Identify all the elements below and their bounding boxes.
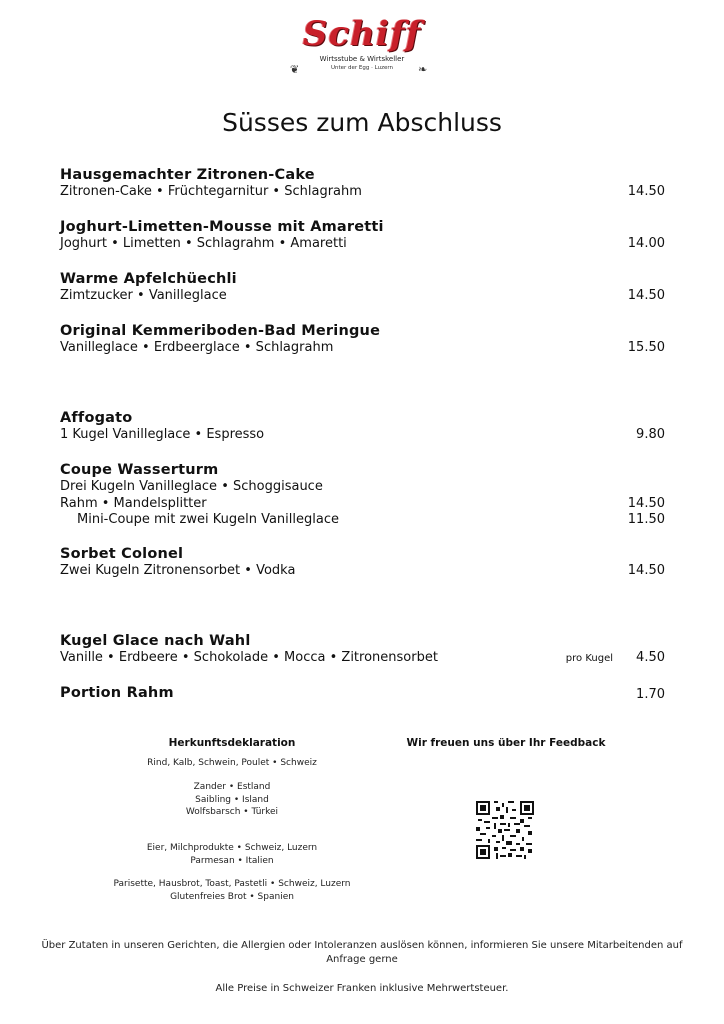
menu-item-description: Drei Kugeln Vanilleglace • Schoggisauce [60,479,323,494]
menu-item-name: Affogato [60,410,133,426]
feedback-qr-code[interactable] [476,801,534,859]
ornament-right-icon: ❧ [418,63,428,76]
menu-item-price: 15.50 [627,340,665,355]
origin-bread: Parisette, Hausbrot, Toast, Pastetli • Schweiz, Luzern [113,879,351,890]
menu-item-description: Zitronen-Cake • Früchtegarnitur • Schlagrahm 14.50 [60,184,665,199]
menu-item-description: Zwei Kugeln Zitronensorbet • Vodka 14.50 [60,563,665,578]
logo-wordmark: Schiff [302,14,422,54]
menu-item-name: Portion Rahm [60,685,174,701]
restaurant-logo [0,14,724,72]
menu-item-name: Coupe Wasserturm [60,462,219,478]
menu-item-price: 14.50 [627,288,665,303]
menu-item-price: 14.50 [627,184,665,199]
origin-heading: Herkunftsdeklaration [168,737,296,749]
menu-item-price: 14.50 [627,495,665,511]
menu-item-description: 1 Kugel Vanilleglace • Espresso 9.80 [60,427,665,442]
menu-item [60,545,665,580]
menu-item [60,322,665,357]
menu-item-price: 11.50 [627,512,665,527]
origin-fish: Saibling • Island [195,794,269,805]
origin-dairy: Parmesan • Italien [190,855,274,866]
menu-item-price: 1.70 [636,687,665,702]
origin-meat: Rind, Kalb, Schwein, Poulet • Schweiz [147,757,317,768]
menu-item-description: Vanille • Erdbeere • Schokolade • Mocca • Zitronensorbet pro Kugel 4.50 [60,650,665,667]
origin-declaration [92,737,372,903]
origin-fish: Wolfsbarsch • Türkei [185,807,279,818]
menu-item-description: Zimtzucker • Vanilleglace 14.50 [60,288,665,303]
menu-item [60,166,665,201]
menu-item [60,684,665,703]
menu-item-name: Sorbet Colonel [60,546,184,562]
origin-fish: Zander • Estland [193,782,271,793]
menu-item-price: 4.50 [636,650,665,665]
menu-item-price: 14.00 [627,236,665,251]
origin-dairy: Eier, Milchprodukte • Schweiz, Luzern [146,842,318,853]
menu-item-name: Warme Apfelchüechli [60,271,237,287]
menu-item-variant: Mini-Coupe mit zwei Kugeln Vanilleglace 11.50 [77,512,665,527]
menu-item-name: Original Kemmeriboden-Bad Meringue [60,323,381,339]
menu-item [60,409,665,444]
logo-subtitle: Wirtsstube & Wirtskeller [319,55,405,63]
logo-address: Unter der Egg · Luzern [330,65,394,71]
menu-item-description: Vanilleglace • Erdbeerglace • Schlagrahm 15.50 [60,340,665,355]
page-title: Süsses zum Abschluss [222,108,502,137]
menu-item [60,270,665,305]
menu-item-name: Kugel Glace nach Wahl [60,633,251,649]
menu-item [60,461,665,529]
menu-item-price: 14.50 [627,563,665,578]
menu-item [60,218,665,253]
menu-item [60,632,665,667]
menu-item-description: Rahm • Mandelsplitter 14.50 [60,495,665,511]
menu-item-unit: pro Kugel [565,653,613,664]
origin-bread: Glutenfreies Brot • Spanien [170,891,294,902]
price-notice: Alle Preise in Schweizer Franken inklusive Mehrwertsteuer. [215,983,509,994]
feedback-section [376,737,636,750]
menu-item-name: Joghurt-Limetten-Mousse mit Amaretti [60,219,384,235]
menu-item-price: 9.80 [636,427,665,442]
allergy-notice: Über Zutaten in unseren Gerichten, die Allergien oder Intoleranzen auslösen können, informieren Sie unsere Mitarbeitenden auf Anfrage gerne [41,940,683,965]
feedback-heading: Wir freuen uns über Ihr Feedback [406,737,606,749]
ornament-left-icon: ❦ [290,63,300,76]
menu-item-name: Hausgemachter Zitronen-Cake [60,167,315,183]
menu-item-description: Joghurt • Limetten • Schlagrahm • Amaretti 14.00 [60,236,665,251]
